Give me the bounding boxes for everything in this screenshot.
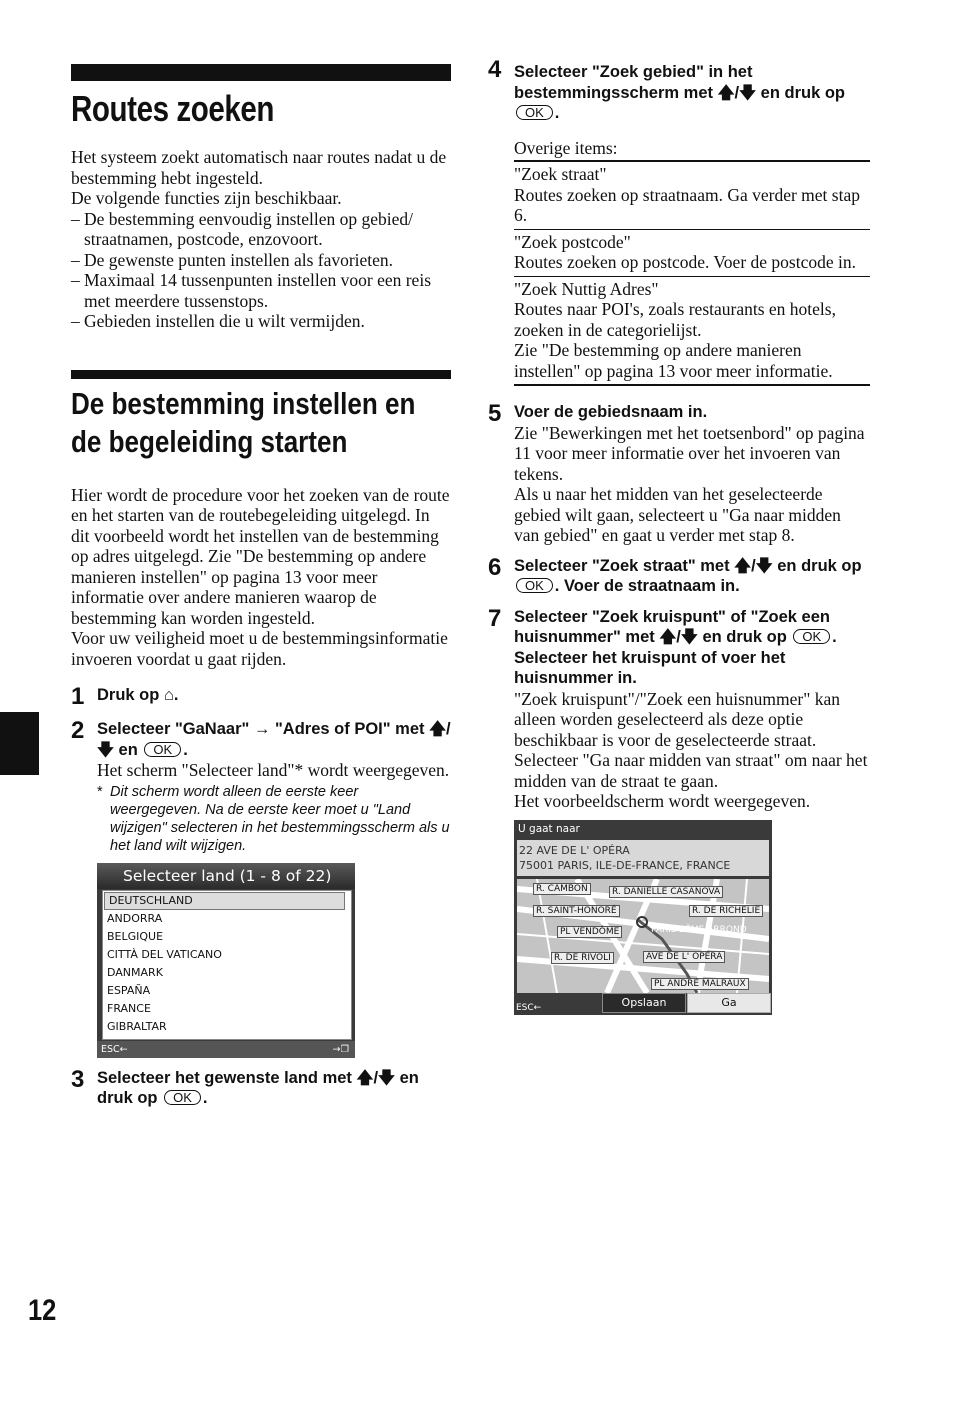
country-list (102, 890, 352, 1040)
right-column (488, 58, 870, 1015)
section-heading: De bestemming instellen en de begeleiding starten (71, 385, 416, 459)
table-row: "Zoek postcode" Routes zoeken op postcode. Voer de postcode in. (514, 230, 870, 277)
table-row: "Zoek straat" Routes zoeken op straatnaam. Ga verder met stap 6. (514, 162, 870, 230)
bullet-item: – Maximaal 14 tussenpunten instellen voor een reis met meerdere tussenstops. (71, 270, 432, 311)
list-item[interactable]: DEUTSCHLAND (104, 892, 345, 910)
home-icon: ⌂ (163, 686, 174, 704)
step-4: 4 Selecteer "Zoek gebied" in het bestemmingsscherm met 🡅/🡇 en druk op OK . Overige items: "Zoek straat" Routes zoeken op straatnaam. Ga verder met stap 6. "Zoek postcode" Routes zoeken op postcode. Voer de postcode in. "Zoek Nuttig Adres" Routes naar POI's, zoals restaurants en hotels, zoeken in de categorielijst. Zie "De bestemming op andere manieren instellen" op pagina 13 voor meer informatie. (488, 58, 870, 386)
list-item[interactable]: FRANCE (107, 1001, 151, 1015)
ok-button-icon: OK (144, 742, 181, 757)
street-label: AVE DE L' OPÉRA (643, 951, 725, 963)
select-country-screen (97, 863, 355, 1058)
street-label: R. DE RIVOLI (551, 952, 614, 964)
ok-button-icon: OK (164, 1090, 201, 1105)
list-item[interactable]: GIBRALTAR (107, 1019, 167, 1033)
heading-bar (71, 370, 451, 379)
step-2: 2 Selecteer "GaNaar" → "Adres of POI" met 🡅/🡇 en OK . Het scherm "Selecteer land"* wordt weergegeven. * Dit scherm wordt alleen de eerste keer weergegeven. Na de eerste keer moet u "Land wijzigen" selecteren in het bestemmingsscherm als u het land wilt wijzigen. Selecteer land (1 - 8 of 22) DEUTSCHLAND ANDORRA BELGIQUE CITTÀ DEL VATICANO DANMARK ESPAÑA FRANCE GIBRALTAR ESC← →❐ (71, 719, 451, 1058)
street-label: PL ANDRÉ MALRAUX (651, 978, 749, 990)
bullet-item: – De gewenste punten instellen als favorieten. (71, 249, 394, 270)
step-2-description: Het scherm "Selecteer land"* wordt weergegeven. (97, 760, 450, 780)
next-page-icon[interactable]: →❐ (332, 1043, 349, 1055)
save-button[interactable]: Opslaan (602, 993, 686, 1013)
section-tab (0, 712, 39, 775)
list-item[interactable]: ESPAÑA (107, 983, 151, 997)
step-3: 3 Selecteer het gewenste land met 🡅/🡇 en druk op OK . (71, 1065, 419, 1107)
bullet-item: – Gebieden instellen die u wilt vermijden. (71, 311, 365, 331)
esc-button[interactable]: ESC← (101, 1043, 128, 1055)
screen-title: Selecteer land (1 - 8 of 22) (97, 863, 355, 889)
street-label: R. DANIELLE CASANOVA (609, 886, 723, 898)
intro-text-1: Het systeem zoekt automatisch naar routes nadat u de bestemming hebt ingesteld. (71, 147, 447, 188)
screen-footer (97, 1041, 355, 1058)
section-paragraph-2: Voor uw veiligheid moet u de bestemmingsinformatie invoeren voordat u gaat rijden. (71, 628, 448, 669)
table-caption: Overige items: (514, 138, 870, 163)
intro-text-2: De volgende functies zijn beschikbaar. (71, 188, 342, 208)
list-item[interactable]: ANDORRA (107, 911, 163, 925)
list-item[interactable]: DANMARK (107, 965, 163, 979)
bullet-item: – De bestemming eenvoudig instellen op gebied/ straatnamen, postcode, enzovoort. (71, 208, 414, 249)
step-7: 7 Selecteer "Zoek kruispunt" of "Zoek een huisnummer" met 🡅/🡇 en druk op OK . Selecteer het kruispunt of voer het huisnummer in. "Zoek kruispunt"/"Zoek een huisnummer" kan alleen worden geselecteerd als deze optie beschikbaar is voor de geselecteerde straat. Selecteer "Ga naar midden van straat" om naar het midden van de straat te gaan. Het voorbeeldscherm wordt weergegeven. U gaat naar 22 AVE DE L' OPÉRA 75001 PARIS, ILE-DE-FRANCE, FRANCE R. CAMBON R. DANIELLE CASANOVA R. SAINT-HONORÉ R. DE RICHELIE PL VENDÔME PARIS 2ÈME ARROND R. DE RIVOLI AVE DE L' OPÉRA PL ANDRÉ MALRAUX ESC← Opslaan Ga (488, 604, 868, 1013)
ok-button-icon: OK (516, 578, 553, 593)
list-item[interactable]: CITTÀ DEL VATICANO (107, 947, 222, 961)
street-label: R. DE RICHELIE (689, 905, 763, 917)
step-5: 5 Voer de gebiedsnaam in. Zie "Bewerkingen met het toetsenbord" op pagina 11 voor meer informatie over het invoeren van tekens. Als u naar het midden van het geselecteerde gebied wilt gaan, selecteert u "Ga naar midden van gebied" en gaat u verder met stap 8. (488, 400, 865, 545)
street-label: R. CAMBON (533, 883, 591, 895)
left-column (71, 64, 451, 1109)
heading-bar (71, 64, 451, 81)
table-row: "Zoek Nuttig Adres" Routes naar POI's, zoals restaurants en hotels, zoeken in de categorielijst. Zie "De bestemming op andere manieren instellen" op pagina 13 voor meer informatie. (514, 277, 870, 387)
main-heading: Routes zoeken (71, 88, 275, 129)
footnote: * Dit scherm wordt alleen de eerste keer weergegeven. Na de eerste keer moet u "Land wijzigen" selecteren in het bestemmingsscherm als u het land wilt wijzigen. (97, 783, 450, 854)
list-item[interactable]: BELGIQUE (107, 929, 164, 943)
district-label: PARIS 2ÈME ARROND (651, 924, 747, 935)
map-view[interactable] (517, 879, 769, 993)
esc-button[interactable]: ESC← (516, 1002, 542, 1013)
street-label: R. SAINT-HONORÉ (533, 905, 620, 917)
street-label: PL VENDÔME (557, 926, 622, 938)
screen-title: U gaat naar (518, 822, 580, 835)
ok-button-icon: OK (516, 105, 553, 120)
ok-button-icon: OK (793, 629, 830, 644)
step-6: 6 Selecteer "Zoek straat" met 🡅/🡇 en druk op OK . Voer de straatnaam in. (488, 553, 862, 595)
step-1: 1 Druk op ⌂. (71, 683, 179, 710)
destination-address: 22 AVE DE L' OPÉRA 75001 PARIS, ILE-DE-FRANCE, FRANCE (517, 840, 769, 876)
go-button[interactable]: Ga (687, 993, 771, 1013)
section-paragraph-1: Hier wordt de procedure voor het zoeken van de route en het starten van de routebegeleiding uitgelegd. In dit voorbeeld wordt het instellen van de bestemming op adres uitgelegd. Zie "De bestemming op andere manieren instellen" op pagina 13 voor meer informatie over andere manieren waarop de bestemming kan worden ingesteld. (71, 484, 450, 628)
preview-screen (514, 820, 772, 1015)
page-number: 12 (28, 1294, 57, 1327)
